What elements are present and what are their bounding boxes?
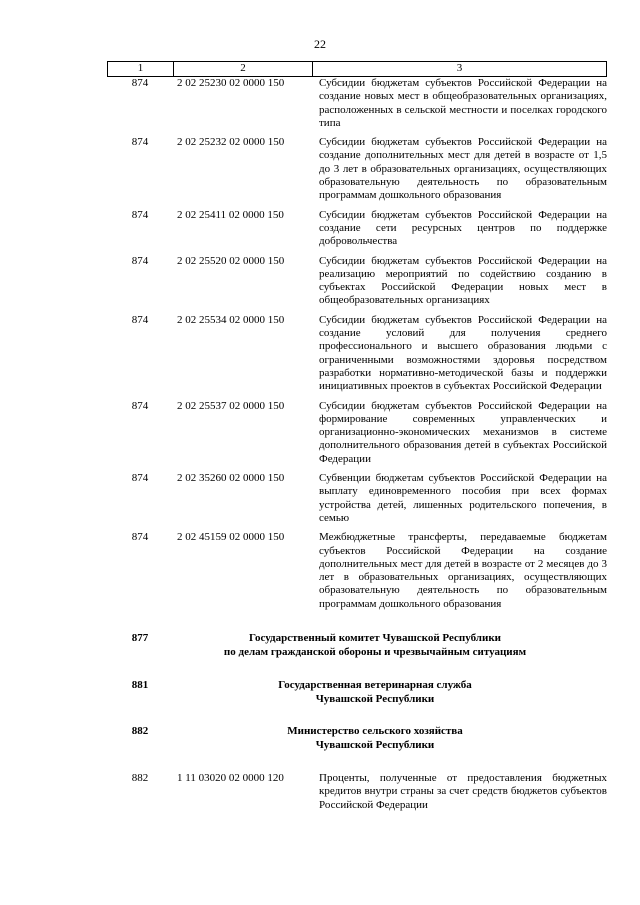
page-number: 22 xyxy=(314,37,326,51)
admin-code: 874 xyxy=(131,531,149,544)
section-code: 877 xyxy=(131,631,149,644)
table-header xyxy=(107,61,607,77)
revenue-codes-table xyxy=(107,61,607,818)
section-title xyxy=(173,724,607,752)
revenue-description: Проценты, полученные от предоставления бюджетных кредитов внутри страны за счет средств бюджетов субъектов Российской Федерации xyxy=(319,771,607,811)
section-header xyxy=(107,724,607,752)
revenue-description: Субсидии бюджетам субъектов Российской Федерации на создание новых мест в общеобразовательных организациях, расположенных в сельской местности и поселках городского типа xyxy=(319,77,607,129)
section-header xyxy=(107,631,607,659)
admin-code: 874 xyxy=(131,136,149,149)
table-row xyxy=(107,400,607,466)
table-row xyxy=(107,255,607,308)
section-header xyxy=(107,678,607,706)
admin-code: 882 xyxy=(131,771,149,784)
table-row xyxy=(107,772,607,812)
revenue-description: Субсидии бюджетам субъектов Российской Федерации на создание сети ресурсных центров по поддержке добровольчества xyxy=(319,208,607,248)
section-title-line: Государственный комитет Чувашской Республики xyxy=(248,631,501,644)
revenue-description: Субсидии бюджетам субъектов Российской Федерации на формирование современных управленческих и организационно-экономических механизмов в системе дополнительного образования детей в субъектах Российской Федерации xyxy=(319,399,607,465)
section-title xyxy=(173,631,607,659)
admin-code: 874 xyxy=(131,313,149,326)
section-title xyxy=(173,678,607,706)
revenue-code: 2 02 35260 02 0000 150 xyxy=(177,472,285,485)
admin-code: 874 xyxy=(131,399,149,412)
section-title-line: по делам гражданской обороны и чрезвычайным ситуациям xyxy=(223,645,527,658)
admin-code: 874 xyxy=(131,254,149,267)
table-row xyxy=(107,77,607,130)
section-title-line: Чувашской Республики xyxy=(315,738,435,751)
revenue-description: Субсидии бюджетам субъектов Российской Федерации на реализацию мероприятий по содействию созданию в субъектах Российской Федерации новых мест в общеобразовательных организациях xyxy=(319,254,607,307)
revenue-description: Субсидии бюджетам субъектов Российской Федерации на создание дополнительных мест для детей в возрасте от 1,5 до 3 лет в образовательных организациях, осуществляющих образовательную деятельность по образовательным программам дошкольного образования xyxy=(319,136,607,202)
revenue-code: 1 11 03020 02 0000 120 xyxy=(177,771,284,784)
revenue-code: 2 02 25232 02 0000 150 xyxy=(177,136,285,149)
header-col-2: 2 xyxy=(174,62,313,76)
revenue-description: Субвенции бюджетам субъектов Российской Федерации на выплату единовременного пособия при всех формах устройства детей, лишенных родительского попечения, в семью xyxy=(319,472,607,524)
revenue-description: Межбюджетные трансферты, передаваемые бюджетам субъектов Российской Федерации на создание дополнительных мест для детей в возрасте от 2 месяцев до 3 лет в образовательных организациях, осуществляющих образовательную деятельность по образовательным программам дошкольного образования xyxy=(319,531,607,610)
section-title-line: Чувашской Республики xyxy=(315,692,435,705)
revenue-code: 2 02 45159 02 0000 150 xyxy=(177,531,285,544)
header-col-1: 1 xyxy=(108,62,174,76)
section-title-line: Министерство сельского хозяйства xyxy=(287,724,463,737)
table-row xyxy=(107,472,607,525)
revenue-code: 2 02 25411 02 0000 150 xyxy=(177,208,284,221)
table-row xyxy=(107,209,607,249)
revenue-code: 2 02 25537 02 0000 150 xyxy=(177,399,285,412)
section-title-line: Государственная ветеринарная служба xyxy=(278,678,472,691)
revenue-code: 2 02 25230 02 0000 150 xyxy=(177,77,285,89)
table-row xyxy=(107,314,607,394)
revenue-description: Субсидии бюджетам субъектов Российской Федерации на создание условий для получения среднего профессионального и высшего образования людьми с ограниченными возможностями здоровья посредством разработки нормативно-методической базы и поддержки инициативных проектов в субъектах Российской Федерации xyxy=(319,313,607,393)
section-code: 881 xyxy=(131,678,149,691)
admin-code: 874 xyxy=(131,77,149,89)
section-code: 882 xyxy=(131,724,149,737)
header-col-3: 3 xyxy=(456,62,463,74)
revenue-code: 2 02 25520 02 0000 150 xyxy=(177,254,285,267)
admin-code: 874 xyxy=(131,472,149,485)
table-row xyxy=(107,531,607,611)
table-row xyxy=(107,136,607,202)
admin-code: 874 xyxy=(131,208,149,221)
revenue-code: 2 02 25534 02 0000 150 xyxy=(177,313,285,326)
